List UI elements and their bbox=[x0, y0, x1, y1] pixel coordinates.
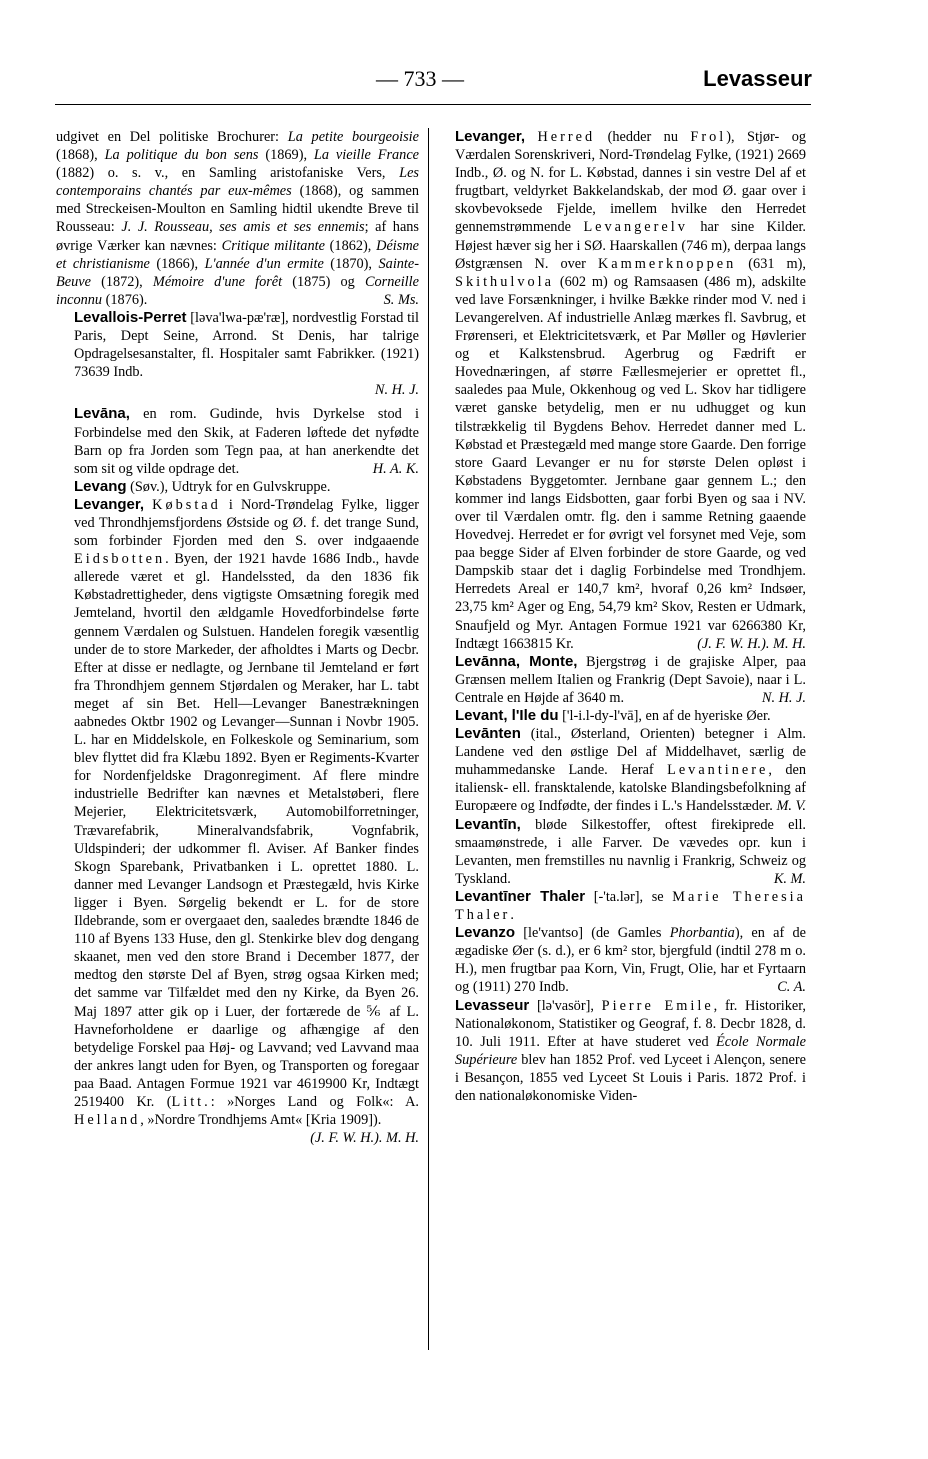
signature: H. A. K. bbox=[372, 460, 419, 477]
headword: Levanger, bbox=[74, 495, 145, 513]
signature: (J. F. W. H.). M. H. bbox=[697, 635, 806, 652]
headword: Levang bbox=[74, 477, 127, 495]
entry-levanna-monte: Levānna, Monte, Bjergstrøg i de grajiske Alper, paa Grænsen mellem Italien og Frankrig (Dept Savoie), naar i L. Centrale en Højde af 3640 m. N. H. J. bbox=[455, 652, 806, 706]
page-number: — 733 — bbox=[376, 66, 464, 91]
entry-levana: Levāna, en rom. Gudinde, hvis Dyrkelse stod i Forbindelse med den Skik, at Faderen løftede det nyfødte Barn op fra Jorden som Tegn paa, at han anerkendte det som sit og vilde opdrage det. H. A. K. bbox=[74, 405, 419, 477]
signature: M. V. bbox=[776, 798, 806, 815]
entry-levallois-perret: Levallois-Perret [ləva'lwa-pæ'ræ], nordvestlig Forstad til Paris, Dept Seine, Arrond. St Denis, har talrige Opdragelsesanstalter, fl. Hospitaler samt Fabrikker. (1921) 73639 Indb. N. H. J. bbox=[74, 308, 419, 399]
signature: C. A. bbox=[777, 979, 806, 996]
headword: Levallois-Perret bbox=[74, 308, 187, 326]
headword: Levāna, bbox=[74, 405, 130, 423]
headword: Levānten bbox=[455, 725, 521, 743]
headword: Levanger, bbox=[455, 128, 526, 145]
right-column bbox=[437, 128, 806, 1105]
entry-levant-ile-du: Levant, l'Ile du ['l-i.l-dy-l'vā], en af de hyeriske Øer. bbox=[455, 707, 771, 724]
entry-levasseur: Levasseur [lə'vasör], Pierre Emile, fr. Historiker, Nationaløkonom, Statistiker og Geograf, f. 8. Decbr 1828, d. 10. Juli 1911. Efter at have studeret ved École Normale Supérieure blev han 1852 Prof. ved Lyceet i Alençon, senere i Besançon, 1855 ved Lyceet St Louis i Paris. 1872 Prof. i den nationaløkonomiske Viden- bbox=[455, 996, 806, 1104]
column-separator bbox=[428, 128, 429, 1350]
entry-levanger-kobstad: Levanger, Købstad i Nord-Trøndelag Fylke, ligger ved Throndhjemsfjordens Østside og Ø. f. det trange Sund, som forbinder Fjorden med den S. over indgaaende Eidsbotten. Byen, der 1921 havde 1686 Indb., havde allerede været et gl. Handelssted, da den 1836 fik Købstadrettigheder, dens vigtigste Omsætning foregik med Jemteland, hvortil den ældgamle Hovedforbindelse førte gennem Værdalen og Sulstuen. Handelen foregik væsentlig under de to store Markeder, der afholdtes i Marts og Decbr. Efter at disse er nedlagte, og Jernbane til Jemteland er ført fra Throndhjem gennem Stjørdalen og Meraker, har L. tabt meget af sin Bet. Hell—Levanger Banestrækningen aabnedes Oktbr 1902 og Levanger—Sunnan i Novbr 1905. L. har en Middelskole, en Folkeskole og Seminarium, som blev flyttet did fra Klæbu 1892. Byen er Regiments-Kvarter for Nordenfjeldske Dragonregiment. Af flere mindre industrielle Bedrifter kan nævnes et Metalstøberi, flere Mejerier, Elektricitetsværk, Automobilforretninger, Trævarefabrik, Mineralvandsfabrik, Vognfabrik, Uldspinderi; der udkommer fl. Aviser. Af Banker findes Skogn Sparebank, Privatbanken i L. oprettet 1880. L. danner med Levanger Landsogn et Præstegæld, hvis Kirke ligger i Byen. Sørgelig bekendt er L. for de store Ildebrande, som er overgaaet den, saaledes brændte 1846 de 110 af Byens 133 Huse, den gl. Stenkirke blev dog dengang skaanet, men ved den store Brand i December 1877, der medtog den største Del af Byen, strøg ogsaa Kirken med; det samme var Tilfældet med den ny Kirke, da Byen 26. Maj 1897 atter gik op i Luer, der fortærede de ⅚ af L. Havneforholdene er daarlige og afhængige af den betydelige Forskel paa Høj- og Lavvand; ved Lavvand maa der ankres langt uden for Byen, og Transporten og foregaar paa Baad. Antagen Formue 1921 var 4619900 Kr, Indtægt 2519400 Kr. (Litt.: »Norges Land og Folk«: A. Helland, »Nordre Trondhjems Amt« [Kria 1909]). (J. F. W. H.). M. H. bbox=[74, 495, 419, 1147]
signature: (J. F. W. H.). M. H. bbox=[310, 1130, 419, 1147]
running-head: Levasseur bbox=[703, 66, 812, 91]
signature: N. H. J. bbox=[761, 689, 806, 706]
entry-levanzo: Levanzo [le'vantso] (de Gamles Phorbantia), en af de ægadiske Øer (s. d.), er 6 km² stor, bjergfuld (indtil 278 m o. H.), men frugtbar paa Korn, Vin, Frugt, Olie, har et Fyrtaarn og (1911) 270 Indb. C. A. bbox=[455, 924, 807, 996]
entry-levantin: Levantīn, bløde Silkestoffer, oftest firekiprede ell. smaamønstrede, i alle Farver. De vævedes opr. kun i Levanten, men fremstilles nu navnlig i Frankrig, Schweiz og Tyskland. K. M. bbox=[455, 815, 806, 887]
headword: Levanzo bbox=[455, 924, 516, 942]
signature: S. Ms. bbox=[383, 291, 419, 308]
page-header bbox=[0, 66, 928, 102]
headword: Levānna, Monte, bbox=[455, 652, 578, 670]
headword: Levant, l'Ile du bbox=[455, 707, 559, 724]
headword: Levantīn, bbox=[455, 815, 521, 833]
entry-levanger-herred: Levanger, Herred (hedder nu Frol), Stjør- og Værdalen Sorenskriveri, Nord-Trøndelag Fylke, (1921) 2669 Indb., Ø. og N. for L. Købstad, dannes i sin vestre Del af et frugtbart, veldyrket Bakkelandskab, der mod Ø. gaar over i skovbevoksede Fjelde, imellem hvilke den Herredet gennemstrømmende Levangerelv har sine Kilder. Højest hæver sig her i SØ. Haarskallen (746 m), derpaa langs Østgrænsen N. over Kammerknoppen (631 m), Skithulvola (602 m) og Ramsaasen (486 m), adskilte ved lave Forsænkninger, i hvilke Bække rinder mod V. ned i Levangerelven. Af industrielle Anlæg mærkes fl. Savbrug, et Frørenseri, et Elektricitetsværk, et Par Møller og Høvlerier og et Kalkstensbrud. Agerbrug og Fædrift er Hovednæringen, af større Fællesmejerier er oprettet fl., saaledes paa Mule, Okkenhoug og ved L. Skov har tidligere været ganske betydelig, men er nu udhugget og kun tilstrækkelig til Bygdens Behov. Herredet danner med L. Købstad et Præstegæld med mange store Gaarde. Den forrige store Gaard Levanger er nu for største Delen opløst i Købstadens Byggetomter. Jernbane gaar gennem L.; den kommer ind langs Eidsbotten, gaar forbi Byen og saa i NV. over til Værdalen omtr. flg. den i samme Retning gaaende Hovedvej. Herredet er for øvrigt vel forsynet med Veje, som paa begge Sider af Elven forbinder de store Gaarde, og ved Dampskib staar det i daglig Forbindelse med Trondhjem. Herredets Areal er 140,7 km², hvoraf 0,26 km² Indsøer, 23,75 km² Ager og Eng, 54,79 km² Skov, Resten er Udmark, Snaufjeld og Myr. Antagen Formue 1921 var 6266380 Kr, Indtægt 1663815 Kr. (J. F. W. H.). M. H. bbox=[455, 128, 807, 652]
entry-levantiner-thaler: Levantīner Thaler [-'ta.lər], se Marie Theresia Thaler. bbox=[455, 887, 806, 924]
signature: K. M. bbox=[773, 870, 806, 887]
entry-levang: Levang (Søv.), Udtryk for en Gulvskruppe. bbox=[74, 477, 331, 495]
header-rule bbox=[55, 104, 811, 105]
signature: N. H. J. bbox=[374, 382, 419, 399]
left-column bbox=[56, 128, 419, 1147]
entry-continuation: udgivet en Del politiske Brochurer: La petite bourgeoisie (1868), La politique du bon sens (1869), La vieille France (1882) o. s. v., en Samling aristofaniske Vers, Les contemporains chantés par eux-mêmes (1868), og sammen med Streckeisen-Moulton en Samling hidtil ukendte Breve til Rousseau: J. J. Rousseau, ses amis et ses ennemis; af hans øvrige Værker kan nævnes: Critique militante (1862), Déisme et christianisme (1866), L'année d'un ermite (1870), Sainte-Beuve (1872), Mémoire d'une forêt (1875) og Corneille inconnu (1876). S. Ms. bbox=[56, 129, 420, 308]
headword: Levasseur bbox=[455, 996, 530, 1014]
entry-levanten: Levānten (ital., Østerland, Orienten) betegner i Alm. Landene ved den østlige Del af Middelhavet, særlig de muhammedanske Lande. Heraf Levantinere, den italiensk- ell. fransktalende, katolske Blandingsbefolkning af Europæere og Indfødte, der findes i L.'s Handelsstæder. M. V. bbox=[455, 725, 806, 815]
headword: Levantīner Thaler bbox=[455, 887, 586, 905]
